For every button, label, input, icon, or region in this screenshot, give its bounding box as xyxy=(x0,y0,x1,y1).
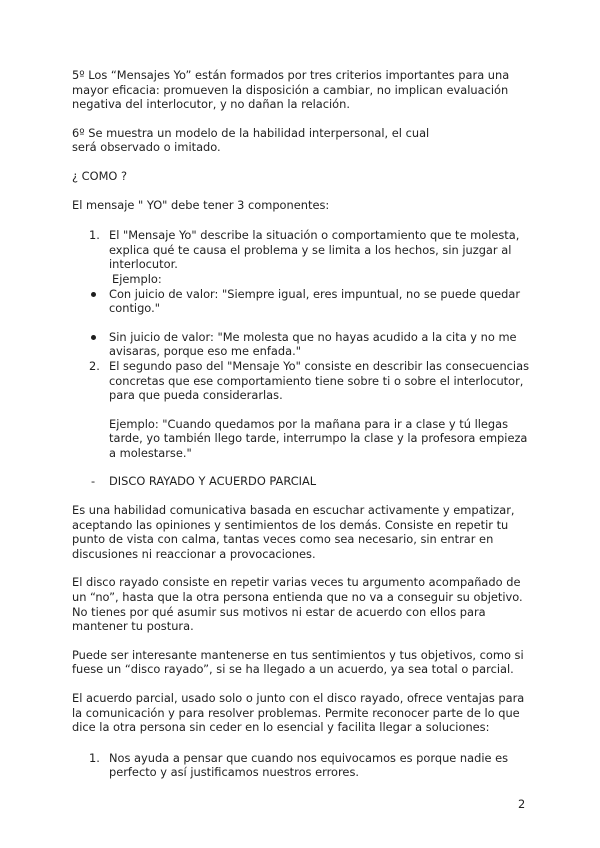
disco-paragraph-4: El acuerdo parcial, usado solo o junto con el disco rayado, ofrece ventajas para la comunicación y para resolver problemas. Permite reconocer parte de lo que dice la otra persona sin ceder en lo esencial y facilita llegar a soluciones: xyxy=(72,691,525,735)
heading-como: ¿ COMO ? xyxy=(72,168,128,183)
list-item-text: Con juicio de valor: "Siempre igual, eres impuntual, no se puede quedar contigo." xyxy=(109,286,521,316)
paragraph-5: 5º Los “Mensajes Yo” están formados por tres criterios importantes para una mayor eficacia: promueven la disposición a cambiar, no implican evaluación negativa del interlocutor, y no dañan la relación. xyxy=(72,68,510,112)
acuerdo-list xyxy=(72,751,530,780)
ejemplo-label: Ejemplo: xyxy=(112,271,162,286)
list-marker: 2. xyxy=(89,358,100,373)
document-page xyxy=(72,68,530,780)
list-item-text: Sin juicio de valor: "Me molesta que no hayas acudido a la cita y no me avisaras, porque eso me enfada." xyxy=(109,329,517,359)
list-item xyxy=(72,751,530,780)
list-item-text: El segundo paso del "Mensaje Yo" consiste en describir las consecuencias concretas que ese comportamiento tiene sobre ti o sobre el interlocutor, para que pueda considerarlas. xyxy=(109,358,530,403)
list-item xyxy=(72,330,530,359)
paragraph-6: 6º Se muestra un modelo de la habilidad interpersonal, el cual será observado o imitado. xyxy=(72,125,430,155)
list-marker: 1. xyxy=(89,750,100,765)
section-heading: DISCO RAYADO Y ACUERDO PARCIAL xyxy=(109,474,317,489)
bullet-icon xyxy=(91,292,96,297)
bullet-icon xyxy=(91,335,96,340)
list-item-text: Nos ayuda a pensar que cuando nos equivocamos es porque nadie es perfecto y así justificamos nuestros errores. xyxy=(109,750,509,780)
page-number: 2 xyxy=(518,797,526,811)
list-marker: 1. xyxy=(89,228,100,243)
mensaje-yo-intro: El mensaje " YO" debe tener 3 componentes: xyxy=(72,197,330,212)
list-item xyxy=(72,359,530,461)
disco-paragraph-2: El disco rayado consiste en repetir varias veces tu argumento acompañado de un “no”, hasta que la otra persona entienda que no va a conseguir su objetivo. No tienes por qué asumir sus motivos ni estar de acuerdo con ellos para mantener tu postura. xyxy=(72,575,523,634)
ejemplo-text: Ejemplo: "Cuando quedamos por la mañana para ir a clase y tú llegas tarde, yo también llego tarde, interrumpo la clase y la profesora empieza a molestarse." xyxy=(109,416,528,460)
list-item xyxy=(72,228,530,286)
dash-marker: - xyxy=(91,474,96,489)
disco-paragraph-3: Puede ser interesante mantenerse en tus sentimientos y tus objetivos, como si fuese un “disco rayado”, si se ha llegado a un acuerdo, ya sea total o parcial. xyxy=(72,647,524,677)
list-item xyxy=(72,287,530,316)
disco-paragraph-1: Es una habilidad comunicativa basada en escuchar activamente y empatizar, aceptando las opiniones y sentimientos de los demás. Consiste en repetir tu punto de vista con calma, tantas veces como sea necesario, sin entrar en discusiones ni reaccionar a provocaciones. xyxy=(72,503,515,561)
list-item-text: El "Mensaje Yo" describe la situación o comportamiento que te molesta, explica qué te causa el problema y se limita a los hechos, sin juzgar al interlocutor. xyxy=(109,228,520,272)
mensaje-yo-list xyxy=(72,228,530,489)
list-item xyxy=(72,474,530,489)
